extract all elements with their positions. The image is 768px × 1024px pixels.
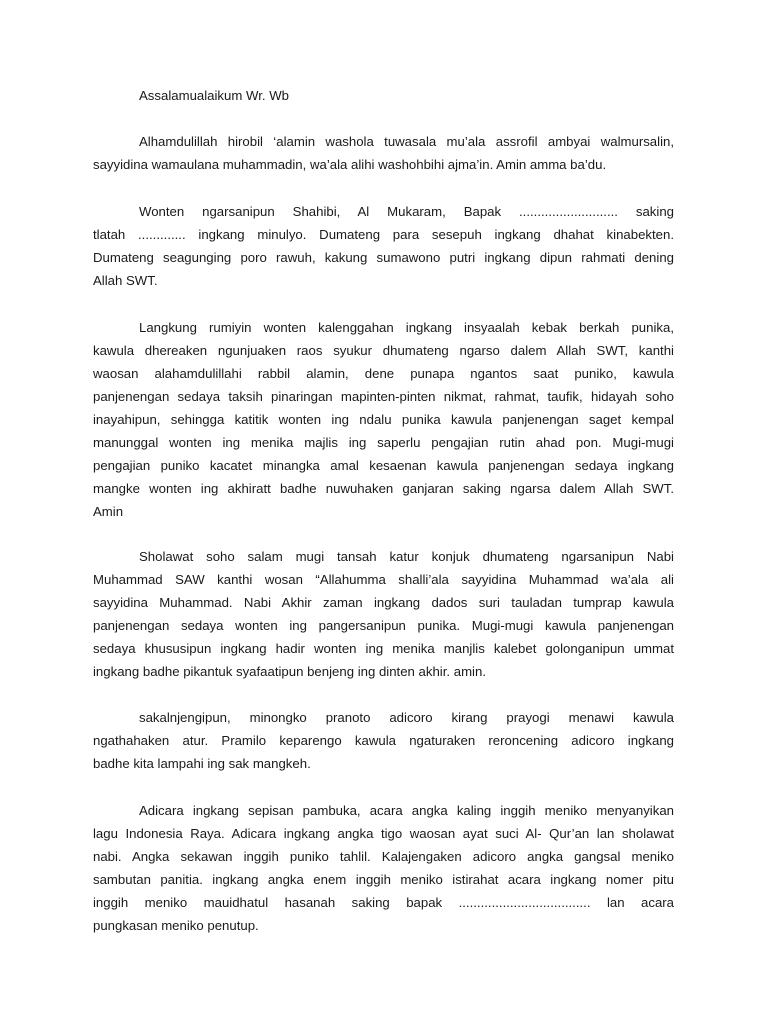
paragraph-agenda-list	[93, 799, 674, 937]
text-line: tlatah ............. ingkang minulyo. Dumateng para sesepuh ingkang dhahat kinabekten.	[93, 227, 674, 242]
text-line: Wonten ngarsanipun Shahibi, Al Mukaram, Bapak ........................... saking	[139, 204, 674, 219]
text-line: lagu Indonesia Raya. Adicara ingkang angka tigo waosan ayat suci Al- Qur’an lan sholawat	[93, 826, 674, 841]
text-line: Allah SWT.	[93, 273, 158, 288]
paragraph-gratitude	[93, 316, 674, 523]
text-line: panjenengan sedaya taksih pinaringan mapinten-pinten nikmat, rahmat, taufik, hidayah soho	[93, 389, 674, 404]
text-line: Alhamdulillah hirobil ‘alamin washola tuwasala mu’ala assrofil ambyai walmursalin,	[139, 134, 674, 149]
text-line: sayyidina wamaulana muhammadin, wa’ala alihi washohbihi ajma’in. Amin amma ba’du.	[93, 157, 607, 172]
text-line: kawula dhereaken ngunjuaken raos syukur dhumateng ngarso dalem Allah SWT, kanthi	[93, 343, 674, 358]
text-line: waosan alahamdulillahi rabbil alamin, dene punapa ngantos saat puniko, kawula	[93, 366, 674, 381]
text-line: panjenengan sedaya wonten ing pangersanipun punika. Mugi-mugi kawula panjenengan	[93, 618, 674, 633]
text-line: inggih meniko mauidhatul hasanah saking bapak .................................... lan acara	[93, 895, 674, 910]
text-line: nabi. Angka sekawan inggih puniko tahlil. Kalajengaken adicoro angka gangsal meniko	[93, 849, 674, 864]
text-line: badhe kita lampahi ing sak mangkeh.	[93, 756, 311, 771]
text-line: sayyidina Muhammad. Nabi Akhir zaman ingkang dados suri tauladan tumprap kawula	[93, 595, 674, 610]
paragraph-sholawat	[93, 545, 674, 683]
text-line: Langkung rumiyin wonten kalenggahan ingkang insyaalah kebak berkah punika,	[139, 320, 674, 335]
text-line: inayahipun, sehingga katitik wonten ing ndalu punika kawula panjenengan saget kempal	[93, 412, 674, 427]
paragraph-opening-prayer	[93, 130, 674, 176]
text-line: manunggal wonten ing menika majlis ing saperlu pengajian rutin ahad pon. Mugi-mugi	[93, 435, 674, 450]
text-line: sambutan panitia. ingkang angka enem inggih meniko istirahat acara ingkang nomer pitu	[93, 872, 674, 887]
paragraph-salutation	[93, 200, 674, 292]
text-line: Muhammad SAW kanthi wosan “Allahumma shalli’ala sayyidina Muhammad wa’ala ali	[93, 572, 674, 587]
text-line: Adicara ingkang sepisan pambuka, acara angka kaling inggih meniko menyanyikan	[139, 803, 674, 818]
text-line: Dumateng seagunging poro rawuh, kakung sumawono putri ingkang dipun rahmati dening	[93, 250, 674, 265]
text-line: sakalnjengipun, minongko pranoto adicoro kirang prayogi menawi kawula	[139, 710, 674, 725]
text-line: Amin	[93, 504, 124, 519]
text-line: ngathahaken atur. Pramilo keparengo kawula ngaturaken reroncening adicoro ingkang	[93, 733, 674, 748]
text-line: ingkang badhe pikantuk syafaatipun benjeng ing dinten akhir. amin.	[93, 664, 486, 679]
text-line: sedaya khususipun ingkang hadir wonten ing menika manjlis kalebet golonganipun ummat	[93, 641, 674, 656]
text-line: mangke wonten ing akhiratt badhe nuwuhaken ganjaran saking ngarsa dalem Allah SWT.	[93, 481, 674, 496]
paragraph-greeting	[93, 84, 674, 107]
text-line: Sholawat soho salam mugi tansah katur konjuk dhumateng ngarsanipun Nabi	[139, 549, 674, 564]
paragraph-agenda-intro	[93, 706, 674, 775]
text-line: pungkasan meniko penutup.	[93, 918, 259, 933]
text-line: pengajian puniko kacatet minangka amal kesaenan kawula panjenengan sedaya ingkang	[93, 458, 674, 473]
text-line: Assalamualaikum Wr. Wb	[139, 88, 289, 103]
